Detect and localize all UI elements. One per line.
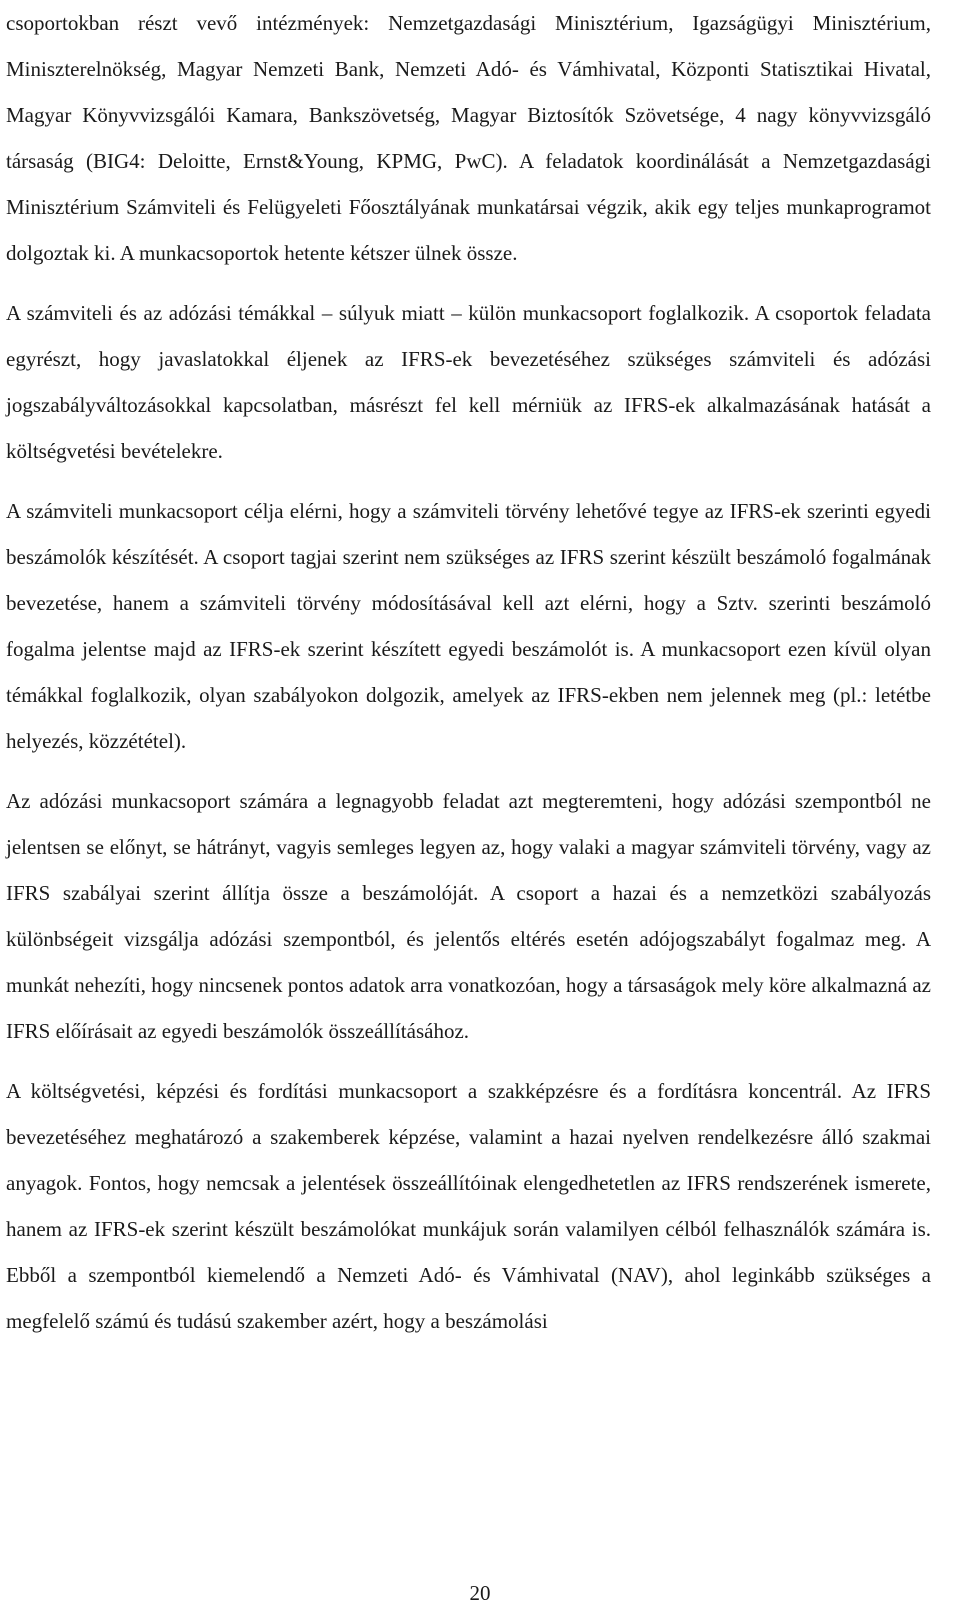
paragraph-2: A számviteli és az adózási témákkal – súlyuk miatt – külön munkacsoport foglalkozik. A csoportok feladata egyrészt, hogy javaslatokkal éljenek az IFRS-ek bevezetéséhez szükséges számviteli és adózási jogszabályváltozásokkal kapcsolatban, másrészt fel kell mérniük az IFRS-ek alkalmazásának hatását a költségvetési bevételekre.	[6, 301, 931, 463]
page-number: 20	[469, 1581, 491, 1605]
page-body	[6, 0, 931, 1344]
paragraph-5: A költségvetési, képzési és fordítási munkacsoport a szakképzésre és a fordításra koncentrál. Az IFRS bevezetéséhez meghatározó a szakemberek képzése, valamint a hazai nyelven rendelkezésre álló szakmai anyagok. Fontos, hogy nemcsak a jelentések összeállítóinak elengedhetetlen az IFRS rendszerének ismerete, hanem az IFRS-ek szerint készült beszámolókat munkájuk során valamilyen célból felhasználók számára is. Ebből a szempontból kiemelendő a Nemzeti Adó- és Vámhivatal (NAV), ahol leginkább szükséges a megfelelő számú és tudású szakember azért, hogy a beszámolási	[6, 1079, 931, 1333]
paragraph-4: Az adózási munkacsoport számára a legnagyobb feladat azt megteremteni, hogy adózási szempontból ne jelentsen se előnyt, se hátrányt, vagyis semleges legyen az, hogy valaki a magyar számviteli törvény, vagy az IFRS szabályai szerint állítja össze a beszámolóját. A csoport a hazai és a nemzetközi szabályozás különbségeit vizsgálja adózási szempontból, és jelentős eltérés esetén adójogszabályt fogalmaz meg. A munkát nehezíti, hogy nincsenek pontos adatok arra vonatkozóan, hogy a társaságok mely köre alkalmazná az IFRS előírásait az egyedi beszámolók összeállításához.	[6, 789, 931, 1043]
paragraph-3: A számviteli munkacsoport célja elérni, hogy a számviteli törvény lehetővé tegye az IFRS-ek szerinti egyedi beszámolók készítését. A csoport tagjai szerint nem szükséges az IFRS szerint készült beszámoló fogalmának bevezetése, hanem a számviteli törvény módosításával kell azt elérni, hogy a Sztv. szerinti beszámoló fogalma jelentse majd az IFRS-ek szerint készített egyedi beszámolót is. A munkacsoport ezen kívül olyan témákkal foglalkozik, olyan szabályokon dolgozik, amelyek az IFRS-ekben nem jelennek meg (pl.: letétbe helyezés, közzététel).	[6, 499, 931, 753]
paragraph-1: csoportokban részt vevő intézmények: Nemzetgazdasági Minisztérium, Igazságügyi Minisztérium, Miniszterelnökség, Magyar Nemzeti Bank, Nemzeti Adó- és Vámhivatal, Központi Statisztikai Hivatal, Magyar Könyvvizsgálói Kamara, Bankszövetség, Magyar Biztosítók Szövetsége, 4 nagy könyvvizsgáló társaság (BIG4: Deloitte, Ernst&Young, KPMG, PwC). A feladatok koordinálását a Nemzetgazdasági Minisztérium Számviteli és Felügyeleti Főosztályának munkatársai végzik, akik egy teljes munkaprogramot dolgoztak ki. A munkacsoportok hetente kétszer ülnek össze.	[6, 11, 931, 265]
